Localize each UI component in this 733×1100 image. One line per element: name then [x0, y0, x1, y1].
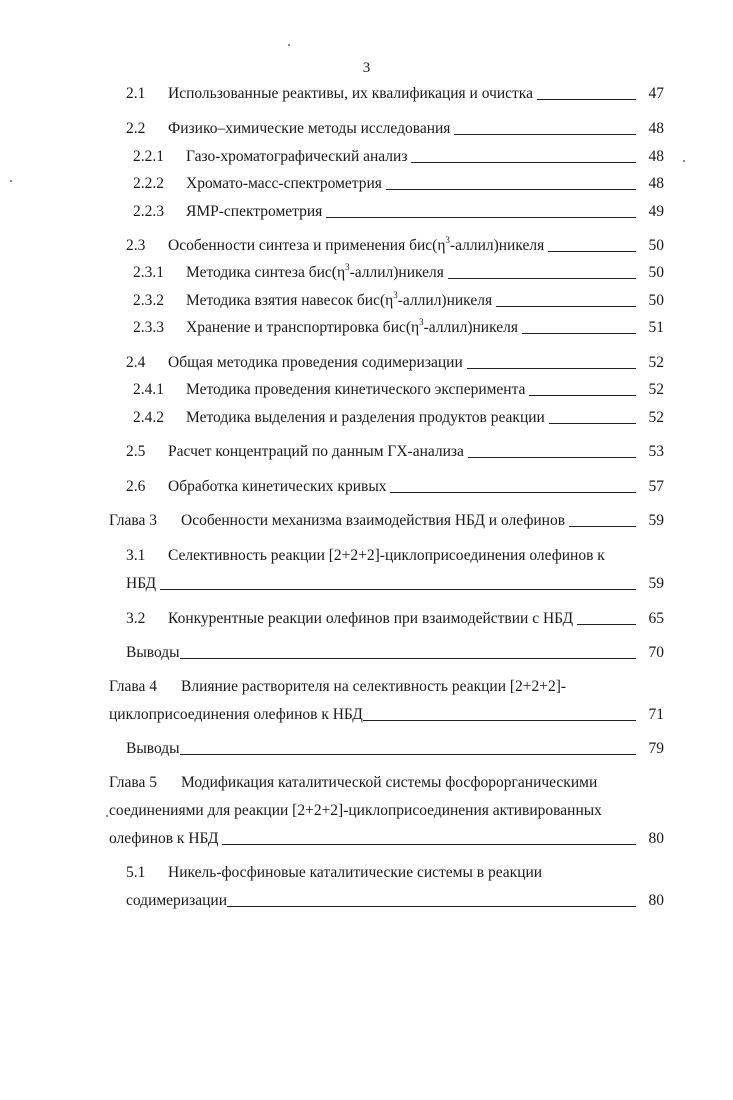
page-ref: 80 [648, 892, 664, 909]
chapter-number: Глава 4 [109, 678, 158, 695]
scan-speck [10, 180, 12, 182]
toc-entry-2-4-2 [133, 408, 664, 428]
toc-entry-2-3-1 [133, 263, 664, 283]
section-number: 2.3.2 [133, 292, 164, 309]
dot-leader [496, 305, 636, 307]
section-title: Методика выделения и разделения продуктов реакции [186, 409, 545, 426]
section-title: Особенности синтеза и применения $бис(\eta^3-аллил)никеля$ [168, 235, 545, 254]
section-number: 3.2 [126, 610, 146, 627]
page-ref: 50 [648, 237, 664, 254]
page-ref: 47 [648, 85, 664, 102]
scan-speck [106, 815, 108, 817]
toc-entry-2-3 [126, 236, 664, 256]
chapter-title-continued: олефинов к НБД [109, 830, 219, 847]
toc-entry-chapter-5-line1 [109, 773, 597, 793]
section-number: 2.2 [126, 120, 146, 137]
page-ref: 71 [648, 706, 664, 723]
section-title: Методика проведения кинетического эксперимента [186, 381, 526, 398]
page-ref: 57 [648, 478, 664, 495]
toc-entry-2-2-3 [133, 202, 664, 222]
dot-leader [467, 367, 636, 369]
page-ref: 50 [648, 264, 664, 281]
dot-leader [411, 161, 636, 163]
section-title: Хромато-масс-спектрометрия [186, 175, 382, 192]
section-number: 2.2.1 [133, 148, 164, 165]
section-title: Хранение и транспортировка $бис(\eta^3-аллил)никеля$ [186, 317, 518, 336]
section-number: 2.4.2 [133, 409, 164, 426]
dot-leader [569, 525, 636, 527]
section-title: Методика синтеза $бис(\eta^3-аллил)никеля$ [186, 262, 444, 281]
dot-leader [160, 588, 636, 590]
section-title: Физико–химические методы исследования [168, 120, 451, 137]
toc-entry-chapter-3 [109, 511, 664, 531]
toc-entry-3-1-line2 [126, 574, 664, 594]
section-title: Выводы [126, 740, 180, 757]
page-ref: 79 [648, 740, 664, 757]
section-title: Обработка кинетических кривых [168, 478, 387, 495]
section-number: 2.3.1 [133, 264, 164, 281]
dot-leader [448, 277, 636, 279]
dot-leader [537, 98, 636, 100]
dot-leader [548, 250, 636, 252]
section-number: 2.2.2 [133, 175, 164, 192]
page-ref: 48 [648, 148, 664, 165]
chapter-title: Влияние растворителя на селективность реакции [2+2+2]- [181, 678, 567, 695]
page-ref: 50 [648, 292, 664, 309]
toc-entry-2-4-1 [133, 380, 664, 400]
toc-entry-chapter-4-line1 [109, 677, 566, 697]
toc-entry-2-3-2 [133, 291, 664, 311]
section-number: 2.4 [126, 354, 146, 371]
dot-leader [386, 188, 636, 190]
section-title: Использованные реактивы, их квалификация и очистка [168, 85, 533, 102]
dot-leader [454, 133, 636, 135]
page-ref: 52 [648, 354, 664, 371]
section-title: Газо-хроматографический анализ [186, 148, 408, 165]
page-number: 3 [362, 60, 371, 76]
chapter-title: Модификация каталитической системы фосфорорганическими [181, 774, 598, 791]
toc-entry-2-6 [126, 477, 664, 497]
dot-leader [390, 491, 636, 493]
section-title: Никель-фосфиновые каталитические системы в реакции [168, 864, 543, 881]
page-ref: 52 [648, 409, 664, 426]
page-ref: 53 [648, 443, 664, 460]
dot-leader [522, 332, 636, 334]
dot-leader [222, 843, 636, 845]
section-title-continued: НБД [126, 575, 157, 592]
page-ref: 70 [648, 644, 664, 661]
chapter-number: Глава 5 [109, 774, 158, 791]
toc-entry-2-3-3 [133, 318, 664, 338]
toc-entry-2-2-2 [133, 174, 664, 194]
section-title: Селективность реакции [2+2+2]-циклоприсоединения олефинов к [168, 547, 605, 564]
section-number: 2.6 [126, 478, 146, 495]
section-number: 2.1 [126, 85, 146, 102]
scan-speck [683, 160, 685, 162]
section-number: 2.3.3 [133, 319, 164, 336]
chapter-title: Особенности механизма взаимодействия НБД и олефинов [181, 512, 566, 529]
toc-entry-2-2-1 [133, 147, 664, 167]
toc-entry-2-2 [126, 119, 664, 139]
dot-leader [363, 719, 636, 721]
page-ref: 49 [648, 203, 664, 220]
toc-entry-chapter-5-line3 [109, 829, 664, 849]
page-ref: 52 [648, 381, 664, 398]
toc-entry-2-5 [126, 442, 664, 462]
dot-leader [577, 623, 636, 625]
page-ref: 65 [648, 610, 664, 627]
section-number: 3.1 [126, 547, 146, 564]
toc-entry-3-2 [126, 609, 664, 629]
section-title: Конкурентные реакции олефинов при взаимодействии с НБД [168, 610, 574, 627]
chapter-number: Глава 3 [109, 512, 158, 529]
toc-entry-chapter-4-line2 [109, 705, 664, 725]
page-ref: 80 [648, 830, 664, 847]
section-title: Выводы [126, 644, 180, 661]
section-title-continued: содимеризации [126, 892, 227, 909]
page-ref: 59 [648, 512, 664, 529]
dot-leader [326, 216, 636, 218]
section-title: Общая методика проведения содимеризации [168, 354, 463, 371]
page-ref: 51 [648, 319, 664, 336]
dot-leader [180, 753, 636, 755]
toc-entry-chapter-5-line2 [109, 801, 602, 821]
section-number: 5.1 [126, 864, 146, 881]
dot-leader [227, 905, 636, 907]
section-title: Расчет концентраций по данным ГХ-анализа [168, 443, 464, 460]
toc-entry-3-1-line1 [126, 546, 605, 566]
chapter-title-continued: циклоприсоединения олефинов к НБД [109, 706, 363, 723]
dot-leader [529, 394, 636, 396]
section-number: 2.2.3 [133, 203, 164, 220]
chapter-title-continued: соединениями для реакции [2+2+2]-циклоприсоединения активированных [109, 802, 602, 819]
section-title: ЯМР-спектрометрия [186, 203, 323, 220]
toc-entry-2-4 [126, 353, 664, 373]
section-number: 2.4.1 [133, 381, 164, 398]
dot-leader [468, 456, 636, 458]
toc-entry-5-1-line2 [126, 891, 664, 911]
section-number: 2.5 [126, 443, 146, 460]
page-ref: 48 [648, 120, 664, 137]
toc-entry-2-1 [126, 84, 664, 104]
dot-leader [180, 657, 636, 659]
section-title: Методика взятия навесок $бис(\eta^3-аллил)никеля$ [186, 290, 493, 309]
page-ref: 48 [648, 175, 664, 192]
page-ref: 59 [648, 575, 664, 592]
dot-leader [549, 422, 636, 424]
toc-entry-5-1-line1 [126, 863, 542, 883]
scan-speck [288, 44, 290, 46]
toc-entry-conclusions-3 [126, 643, 664, 663]
toc-entry-conclusions-4 [126, 739, 664, 759]
section-number: 2.3 [126, 237, 146, 254]
